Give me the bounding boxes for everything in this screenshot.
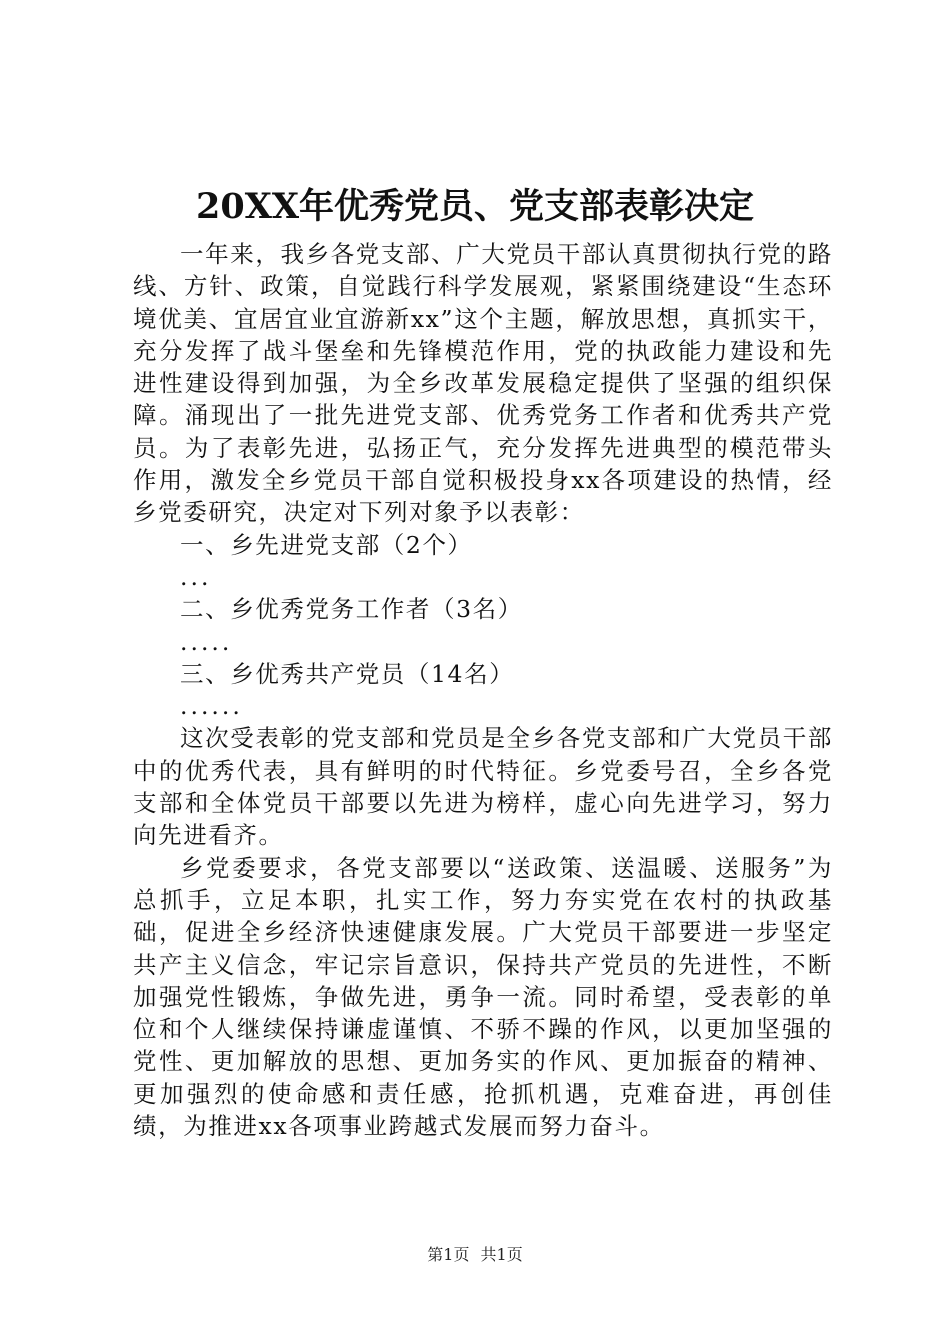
intro-paragraph: 一年来，我乡各党支部、广大党员干部认真贯彻执行党的路线、方针、政策，自觉践行科学发展观，紧紧围绕建设“生态环境优美、宜居宜业宜游新xx”这个主题，解放思想，真抓实干，充分发挥了战斗堡垒和先锋模范作用，党的执政能力建设和先进性建设得到加强，为全乡改革发展稳定提供了坚强的组织保障。涌现出了一批先进党支部、优秀党务工作者和优秀共产党员。为了表彰先进，弘扬正气，充分发挥先进典型的模范带头作用，激发全乡党员干部自觉积极投身xx各项建设的热情，经乡党委研究，决定对下列对象予以表彰： (133, 240, 833, 527)
page-footer (0, 1244, 950, 1266)
requirement-paragraph: 乡党委要求，各党支部要以“送政策、送温暖、送服务”为总抓手，立足本职，扎实工作，努力夯实党在农村的执政基础，促进全乡经济快速健康发展。广大党员干部要进一步坚定共产主义信念，牢记宗旨意识，保持共产党员的先进性，不断加强党性锻炼，争做先进，勇争一流。同时希望，受表彰的单位和个人继续保持谦虚谨慎、不骄不躁的作风，以更加坚强的党性、更加解放的思想、更加务实的作风、更加振奋的精神、更加强烈的使命感和责任感，抢抓机遇，克难奋进，再创佳绩，为推进xx各项事业跨越式发展而努力奋斗。 (133, 853, 833, 1141)
document-body (133, 238, 833, 1142)
call-paragraph: 这次受表彰的党支部和党员是全乡各党支部和广大党员干部中的优秀代表，具有鲜明的时代特征。乡党委号召，全乡各党支部和全体党员干部要以先进为榜样，虚心向先进学习，努力向先进看齐。 (133, 724, 833, 850)
list-item-party-members-ellipsis: ...... (180, 692, 243, 721)
list-item-party-members: 三、乡优秀共产党员（14名） (180, 659, 515, 688)
document-title: 20XX年优秀党员、党支部表彰决定 (195, 186, 755, 227)
list-item-party-workers: 二、乡优秀党务工作者（3名） (180, 595, 523, 624)
list-item-advanced-branches: 一、乡先进党支部（2个） (180, 530, 473, 559)
page-number-current: 第1页 (427, 1245, 470, 1264)
list-item-advanced-branches-ellipsis: ... (180, 562, 212, 591)
list-item-party-workers-ellipsis: ..... (180, 627, 233, 656)
page-number-total: 共1页 (480, 1245, 523, 1264)
